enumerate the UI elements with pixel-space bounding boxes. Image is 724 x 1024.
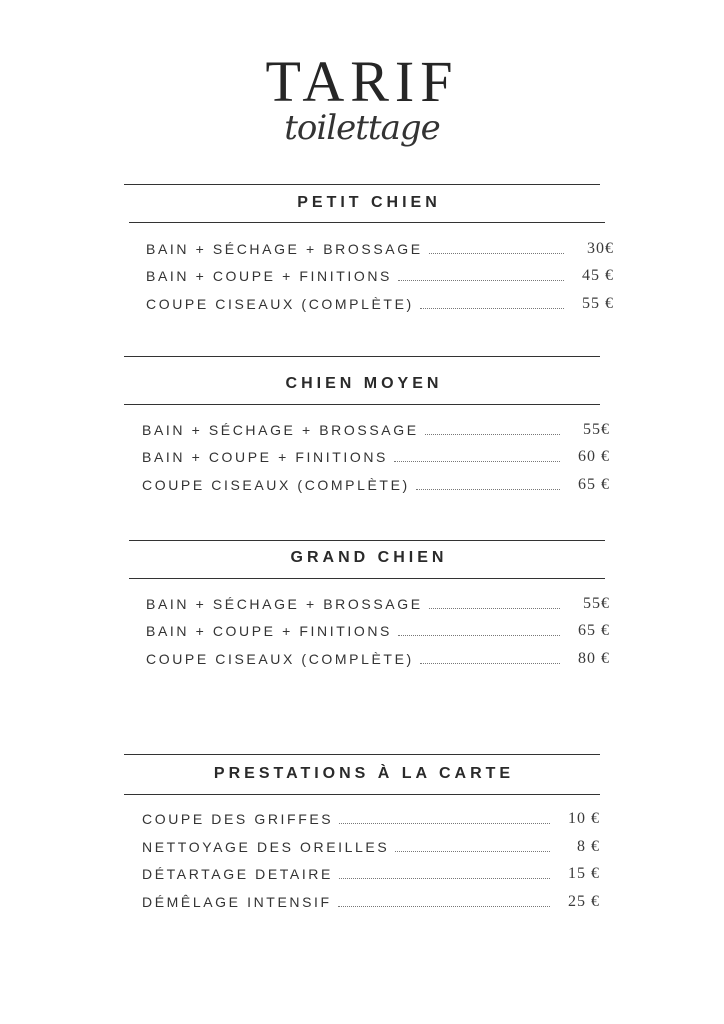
price-row [146,238,614,258]
price-row [142,474,610,494]
service-label: BAIN + COUPE + FINITIONS [142,449,388,465]
service-price: 45 € [582,267,614,284]
service-label: BAIN + COUPE + FINITIONS [146,623,392,639]
dot-leader [398,634,560,636]
price-row [142,863,600,883]
service-price: 25 € [568,893,600,910]
service-price: 60 € [578,448,610,465]
section-top-rule [124,184,600,185]
service-label: BAIN + COUPE + FINITIONS [146,268,392,284]
service-price: 15 € [568,865,600,882]
price-row [142,446,610,466]
price-row [142,891,600,911]
dot-leader [425,433,560,435]
service-label: DÉMÊLAGE INTENSIF [142,894,332,910]
section-top-rule [129,540,605,541]
page-subtitle: toilettage [284,108,440,148]
service-price: 8 € [577,838,600,855]
dot-leader [420,307,564,309]
service-label: NETTOYAGE DES OREILLES [142,839,390,855]
price-row [142,836,600,856]
service-price: 55 € [582,295,614,312]
section-bottom-rule [124,794,600,795]
section-top-rule [124,754,600,755]
page-title: TARIF [265,49,459,114]
dot-leader [429,607,560,609]
price-row [146,648,610,668]
price-row [146,593,610,613]
dot-leader [338,905,550,907]
dot-leader [420,662,560,664]
service-label: DÉTARTAGE DETAIRE [142,866,333,882]
service-price: 55€ [583,421,610,438]
service-label: COUPE DES GRIFFES [142,811,334,827]
service-label: COUPE CISEAUX (COMPLÈTE) [142,477,410,493]
section-bottom-rule [124,404,600,405]
service-label: COUPE CISEAUX (COMPLÈTE) [146,651,414,667]
dot-leader [416,488,560,490]
price-row [142,808,600,828]
dot-leader [339,877,550,879]
price-row [146,293,614,313]
section-top-rule [124,356,600,357]
service-label: BAIN + SÉCHAGE + BROSSAGE [142,422,419,438]
section-title: CHIEN MOYEN [285,375,443,392]
service-label: BAIN + SÉCHAGE + BROSSAGE [146,241,423,257]
price-row [142,419,610,439]
section-bottom-rule [129,222,605,223]
section-title: PETIT CHIEN [297,194,441,211]
section-bottom-rule [129,578,605,579]
service-price: 10 € [568,810,600,827]
service-price: 80 € [578,650,610,667]
service-price: 65 € [578,622,610,639]
price-row [146,265,614,285]
dot-leader [394,460,560,462]
service-price: 65 € [578,476,610,493]
service-price: 30€ [587,240,614,257]
section-title: GRAND CHIEN [290,549,448,566]
dot-leader [339,822,550,824]
price-row [146,620,610,640]
service-price: 55€ [583,595,610,612]
dot-leader [398,279,564,281]
dot-leader [395,850,550,852]
dot-leader [429,252,564,254]
service-label: COUPE CISEAUX (COMPLÈTE) [146,296,414,312]
service-label: BAIN + SÉCHAGE + BROSSAGE [146,596,423,612]
section-title: PRESTATIONS À LA CARTE [213,765,515,782]
